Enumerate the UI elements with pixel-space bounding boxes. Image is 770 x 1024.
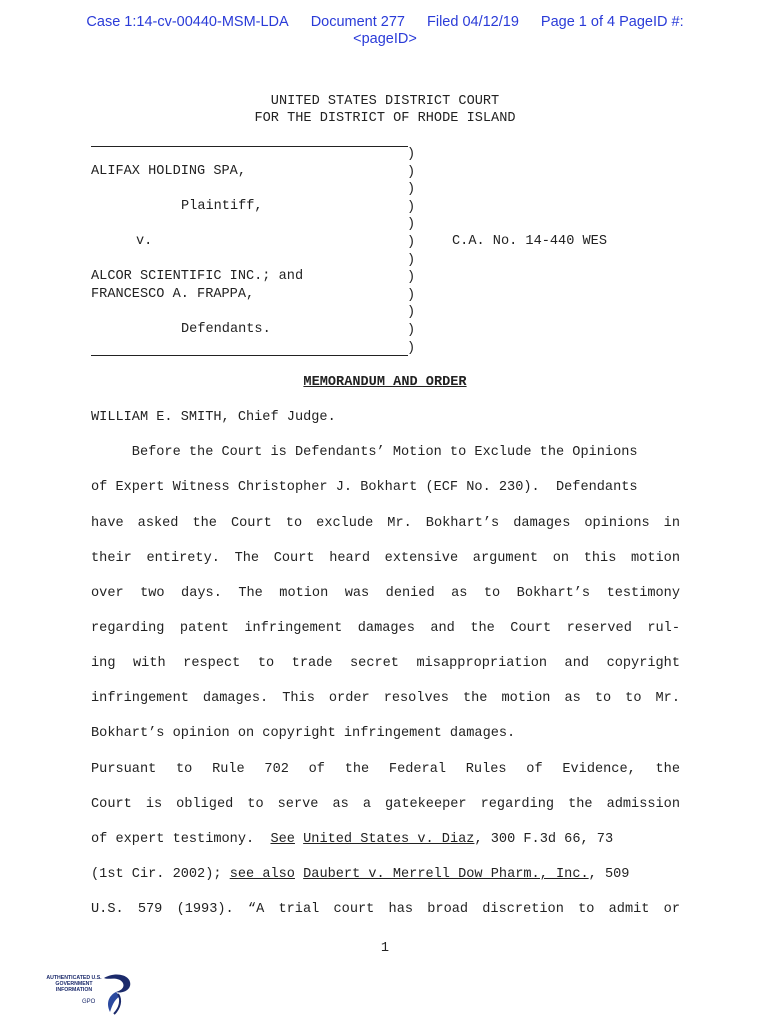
caption-paren: ) — [407, 147, 416, 162]
paragraph-2-line — [91, 867, 680, 882]
paragraph-1-line: Before the Court is Defendants’ Motion to Exclude the Opinions — [91, 445, 638, 460]
document-number-header: Document 277 — [310, 14, 405, 30]
paragraph-2-line: U.S. 579 (1993). “A trial court has broad discretion to admit or — [91, 902, 680, 917]
text-span — [295, 832, 303, 847]
defendant-line-2: FRANCESCO A. FRAPPA, — [91, 287, 255, 302]
text-span: , 509 — [588, 867, 630, 882]
versus: v. — [136, 234, 153, 249]
defendant-role: Defendants. — [181, 322, 271, 337]
case-citation: United States v. Diaz — [303, 832, 475, 847]
caption-paren: ) — [407, 287, 416, 303]
paragraph-1-line: of Expert Witness Christopher J. Bokhart (ECF No. 230). Defendants — [91, 480, 638, 495]
caption-paren: ) — [407, 322, 416, 338]
text-span: of expert testimony. — [91, 832, 271, 847]
court-name: UNITED STATES DISTRICT COURT — [270, 94, 500, 109]
caption-paren: ) — [407, 270, 416, 286]
eagle-icon — [96, 972, 136, 1016]
paragraph-1-line: ing with respect to trade secret misappropriation and copyright — [91, 656, 680, 671]
caption-paren: ) — [407, 234, 416, 250]
gpo-logo-text: AUTHENTICATED U.S. GOVERNMENT INFORMATION — [46, 975, 102, 993]
caption-top-rule — [91, 146, 408, 147]
paragraph-1-line: regarding patent infringement damages and the Court reserved rul- — [91, 621, 680, 636]
caption-paren: ) — [407, 340, 416, 356]
text-span — [295, 867, 303, 882]
text-span: , 300 F.3d 66, 73 — [474, 832, 614, 847]
page-id-header: <pageID> — [353, 31, 417, 47]
defendant-line-1: ALCOR SCIENTIFIC INC.; and — [91, 269, 304, 284]
paragraph-1-line: their entirety. The Court heard extensive argument on this motion — [91, 551, 680, 566]
paragraph-2-line: Pursuant to Rule 702 of the Federal Rules of Evidence, the — [91, 762, 680, 777]
filing-header — [0, 14, 770, 48]
paragraph-2-line — [91, 832, 680, 847]
caption-paren: ) — [407, 305, 416, 321]
paragraph-1-line: over two days. The motion was denied as to Bokhart’s testimony — [91, 586, 680, 601]
paragraph-1-line: infringement damages. This order resolves the motion as to to Mr. — [91, 691, 680, 706]
caption-paren: ) — [407, 182, 416, 198]
caption-paren: ) — [407, 199, 416, 215]
page-of-header: Page 1 of 4 PageID #: — [540, 14, 684, 30]
paragraph-1-line: have asked the Court to exclude Mr. Bokhart’s damages opinions in — [91, 516, 680, 531]
caption-paren: ) — [407, 217, 416, 233]
court-district: FOR THE DISTRICT OF RHODE ISLAND — [254, 111, 516, 126]
case-number-header: Case 1:14-cv-00440-MSM-LDA — [86, 14, 289, 30]
filed-date-header: Filed 04/12/19 — [427, 14, 519, 30]
paragraph-2-line: Court is obliged to serve as a gatekeeper regarding the admission — [91, 797, 680, 812]
plaintiff-role: Plaintiff, — [181, 199, 263, 214]
document-title: MEMORANDUM AND ORDER — [303, 375, 467, 390]
caption-paren: ) — [407, 252, 416, 268]
paragraph-1-line: Bokhart’s opinion on copyright infringement damages. — [91, 726, 516, 741]
caption-bottom-rule — [91, 355, 408, 356]
case-citation: Daubert v. Merrell Dow Pharm., Inc. — [303, 867, 589, 882]
plaintiff-name: ALIFAX HOLDING SPA, — [91, 164, 246, 179]
citation-signal: see also — [229, 867, 295, 882]
caption-paren: ) — [407, 164, 416, 180]
gpo-logo-sub: GPO — [82, 999, 96, 1005]
text-span: (1st Cir. 2002); — [91, 867, 230, 882]
gpo-authentication-logo — [40, 972, 140, 1018]
citation-signal: See — [270, 832, 295, 847]
page-number: 1 — [380, 941, 390, 956]
caption-paren-column — [407, 146, 415, 357]
civil-action-number: C.A. No. 14-440 WES — [452, 234, 607, 249]
judge-line: WILLIAM E. SMITH, Chief Judge. — [91, 410, 336, 425]
